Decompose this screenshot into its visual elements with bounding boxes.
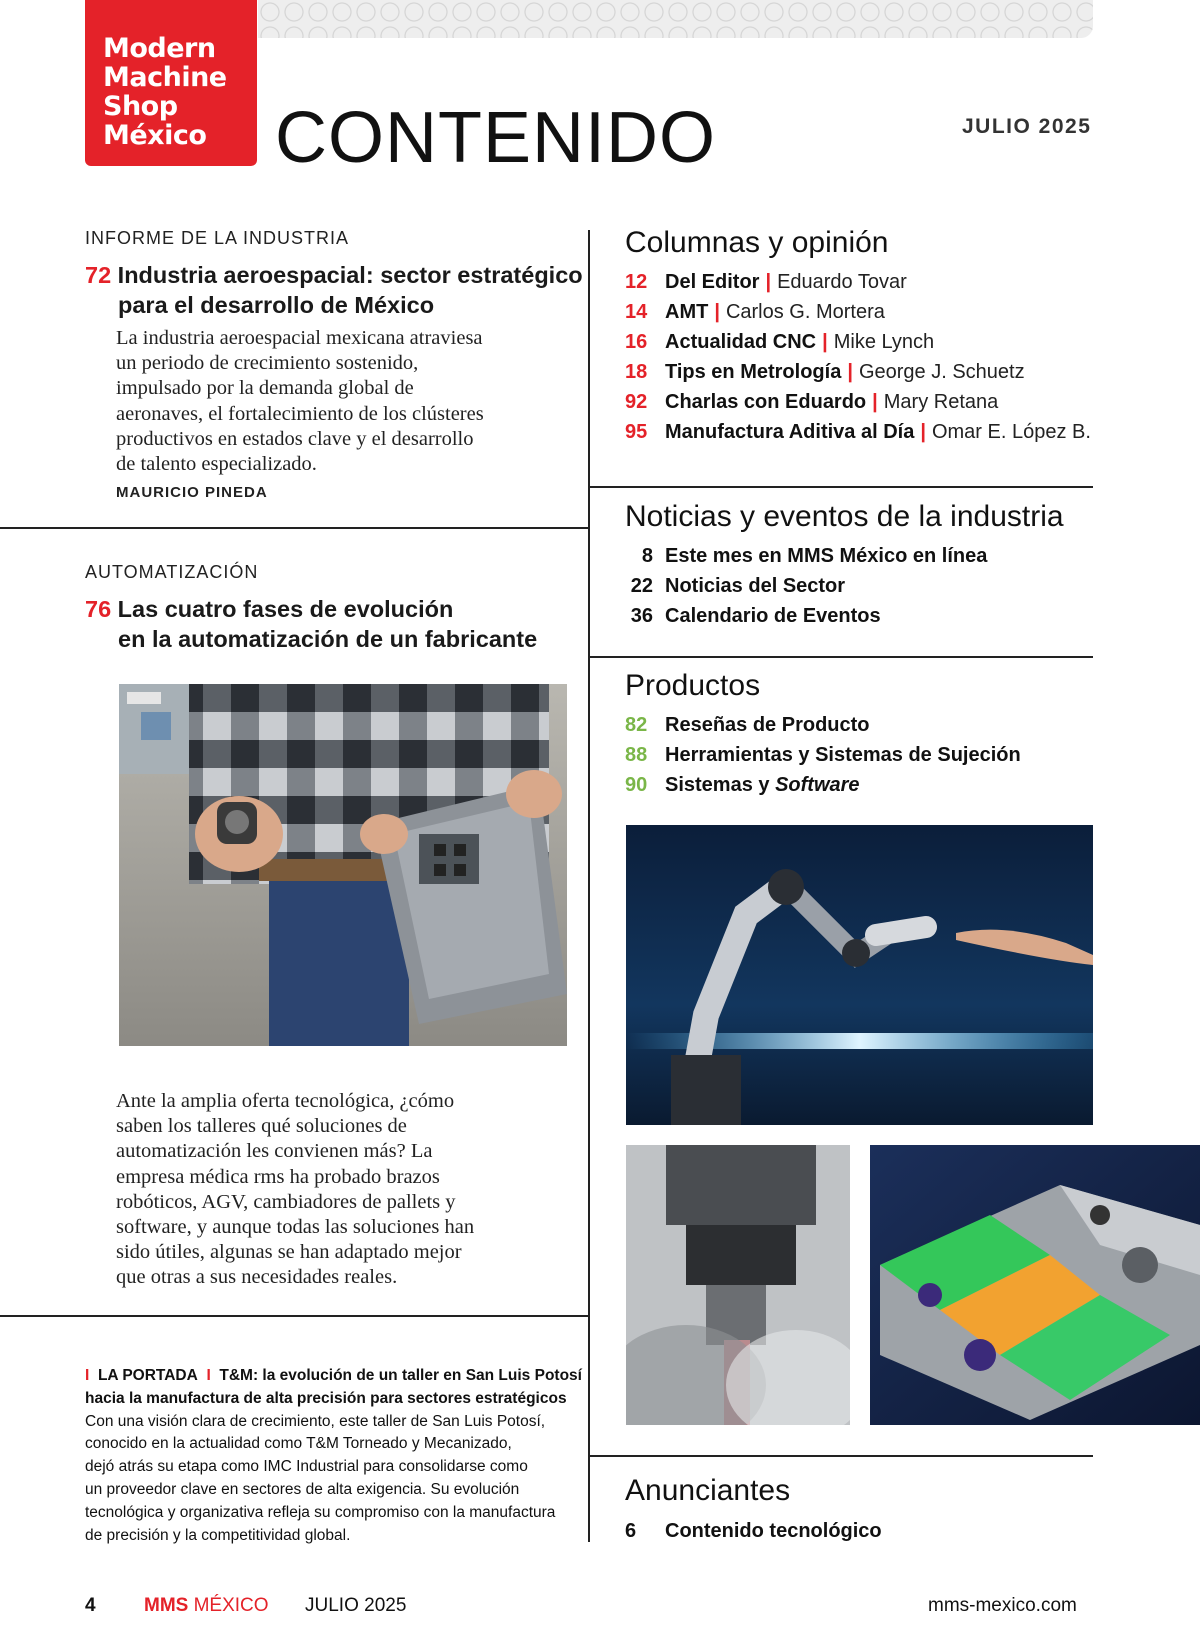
footer-brand xyxy=(144,1595,269,1617)
toc-item[interactable] xyxy=(625,417,1091,447)
cover-body-line: un proveedor clave en sectores de alta exigencia. Su evolución xyxy=(85,1480,520,1498)
toc-title: Noticias del Sector xyxy=(665,575,846,597)
feature-summary xyxy=(116,1089,576,1291)
toc-item[interactable] xyxy=(625,601,987,631)
toc-page-number: 6 xyxy=(625,1520,637,1542)
toc-author: George J. Schuetz xyxy=(858,361,1025,383)
cover-headline xyxy=(85,1365,585,1388)
toc-item[interactable] xyxy=(625,297,1091,327)
toc-item[interactable] xyxy=(625,267,1091,297)
page-title: CONTENIDO xyxy=(275,98,716,178)
columns-list xyxy=(625,267,1091,447)
toc-page-number: 82 xyxy=(625,714,648,736)
toc-page-number: 22 xyxy=(630,575,653,597)
toolholder-photo-illustration xyxy=(626,1145,850,1425)
cover-body-line: de precisión y la competitividad global. xyxy=(85,1526,351,1544)
section-heading-products: Productos xyxy=(625,669,761,702)
section-divider xyxy=(589,486,1093,488)
summary-line: saben los talleres qué soluciones de xyxy=(116,1115,407,1138)
toc-title: Contenido tecnológico xyxy=(665,1520,882,1542)
column-divider xyxy=(588,230,590,1542)
cover-marker: I xyxy=(206,1367,211,1384)
toc-page-number: 14 xyxy=(625,301,648,323)
toc-title: Herramientas y Sistemas de Sujeción xyxy=(665,744,1021,766)
toc-item[interactable] xyxy=(625,571,987,601)
toc-page-number: 95 xyxy=(625,421,648,443)
toc-title: Del Editor xyxy=(665,271,760,293)
decorative-pattern-band xyxy=(258,0,1093,38)
summary-line: Ante la amplia oferta tecnológica, ¿cómo xyxy=(116,1090,455,1112)
toc-title: Actualidad CNC xyxy=(665,331,817,353)
feature-title[interactable] xyxy=(85,594,585,654)
cover-headline-part1: T&M: la evolución de un taller en San Luis Potosí xyxy=(219,1367,582,1384)
summary-line: de talento especializado. xyxy=(116,453,317,476)
footer-brand-bold: MMS xyxy=(144,1595,189,1616)
toc-page-number: 16 xyxy=(625,331,648,353)
section-divider xyxy=(0,1315,589,1317)
issue-date: JULIO 2025 xyxy=(962,115,1092,138)
feature-title-line: para el desarrollo de México xyxy=(118,292,435,318)
summary-line: robóticos, AGV, cambiadores de pallets y xyxy=(116,1190,456,1213)
toc-author: Eduardo Tovar xyxy=(777,271,907,293)
news-list xyxy=(625,541,987,631)
cobot-photo-illustration xyxy=(626,825,1093,1125)
summary-line: sido útiles, algunas se han adaptado mejor xyxy=(116,1241,462,1264)
toc-author: Mary Retana xyxy=(883,391,999,413)
toc-item[interactable] xyxy=(625,740,1021,770)
toc-item[interactable] xyxy=(625,387,1091,417)
summary-line: productivos en estados clave y el desarrollo xyxy=(116,427,474,450)
toc-title: Calendario de Eventos xyxy=(665,605,881,627)
toc-title: Este mes en MMS México en línea xyxy=(665,545,988,567)
feature-page-number: 72 xyxy=(85,262,112,288)
toc-page-number: 90 xyxy=(625,774,648,796)
product-photo-fixture-software xyxy=(870,1145,1200,1425)
cover-body-line: dejó atrás su etapa como IMC Industrial para consolidarse como xyxy=(85,1458,528,1476)
section-heading-advertisers: Anunciantes xyxy=(625,1474,791,1507)
summary-line: que otras a sus necesidades reales. xyxy=(116,1266,398,1289)
summary-line: empresa médica rms ha probado brazos xyxy=(116,1165,440,1188)
product-photo-cobot xyxy=(626,825,1093,1125)
feature-kicker: INFORME DE LA INDUSTRIA xyxy=(85,228,350,248)
automation-photo-illustration xyxy=(119,684,567,1046)
summary-line: impulsado por la demanda global de xyxy=(116,377,414,400)
toc-separator: | xyxy=(822,331,828,353)
cover-headline-part2: hacia la manufactura de alta precisión para sectores estratégicos xyxy=(85,1389,567,1407)
feature-title[interactable] xyxy=(85,260,585,320)
cover-label: LA PORTADA xyxy=(97,1367,198,1384)
toc-title: Tips en Metrología xyxy=(665,361,842,383)
toc-title: Manufactura Aditiva al Día xyxy=(665,421,915,443)
toc-author: Mike Lynch xyxy=(833,331,935,353)
toc-title: Sistemas y xyxy=(665,774,776,796)
feature-title-line: en la automatización de un fabricante xyxy=(118,626,538,652)
logo-line: México xyxy=(103,120,207,151)
section-heading-news: Noticias y eventos de la industria xyxy=(625,500,1064,533)
advertisers-list xyxy=(625,1516,882,1546)
footer-date: JULIO 2025 xyxy=(305,1595,407,1616)
toc-page-number: 8 xyxy=(641,545,653,567)
feature-photo-automation xyxy=(119,684,567,1046)
toc-separator: | xyxy=(714,301,720,323)
summary-line: automatización les convienen más? La xyxy=(116,1140,433,1163)
toc-title: Reseñas de Producto xyxy=(665,714,870,736)
section-divider xyxy=(589,1455,1093,1457)
cover-body-line: Con una visión clara de crecimiento, este taller de San Luis Potosí, xyxy=(85,1412,546,1430)
feature-title-line: Industria aeroespacial: sector estratégico xyxy=(117,262,583,288)
magazine-logo xyxy=(85,0,257,166)
feature-kicker: AUTOMATIZACIÓN xyxy=(85,562,259,582)
toc-page-number: 88 xyxy=(625,744,648,766)
logo-line: Modern xyxy=(103,33,216,64)
toc-title: Charlas con Eduardo xyxy=(665,391,867,413)
toc-item[interactable] xyxy=(625,770,1021,800)
summary-line: La industria aeroespacial mexicana atraviesa xyxy=(116,327,483,349)
feature-author: MAURICIO PINEDA xyxy=(116,484,268,501)
toc-page-number: 36 xyxy=(630,605,653,627)
footer-website-link[interactable]: mms-mexico.com xyxy=(928,1595,1077,1616)
toc-item[interactable] xyxy=(625,541,987,571)
toc-page-number: 18 xyxy=(625,361,648,383)
logo-line: Shop xyxy=(103,91,178,122)
cover-story[interactable] xyxy=(85,1365,585,1547)
summary-line: un periodo de crecimiento sostenido, xyxy=(116,352,419,375)
footer-brand-light: MÉXICO xyxy=(193,1595,269,1616)
footer-page-number: 4 xyxy=(85,1595,96,1616)
toc-item[interactable] xyxy=(625,327,1091,357)
logo-line: Machine xyxy=(103,62,227,93)
feature-page-number: 76 xyxy=(85,596,112,622)
toc-author: Omar E. López B. xyxy=(931,421,1091,443)
toc-item[interactable] xyxy=(625,357,1091,387)
product-photo-toolholder xyxy=(626,1145,850,1425)
toc-title-italic: Software xyxy=(775,774,860,796)
section-heading-columns: Columnas y opinión xyxy=(625,226,889,259)
section-divider xyxy=(589,656,1093,658)
toc-separator: | xyxy=(920,421,926,443)
toc-item[interactable] xyxy=(625,710,1021,740)
section-divider xyxy=(0,527,589,529)
cover-body-line: tecnológica y organizativa refleja su compromiso con la manufactura xyxy=(85,1503,556,1521)
toc-title: AMT xyxy=(665,301,709,323)
cover-marker: I xyxy=(85,1367,90,1384)
toc-separator: | xyxy=(847,361,853,383)
fixture-software-illustration xyxy=(870,1145,1200,1425)
toc-separator: | xyxy=(765,271,772,293)
feature-title-line: Las cuatro fases de evolución xyxy=(117,596,454,622)
summary-line: software, y aunque todas las soluciones han xyxy=(116,1216,475,1239)
toc-page-number: 92 xyxy=(625,391,648,413)
toc-page-number: 12 xyxy=(625,271,648,293)
cover-body-line: conocido en la actualidad como T&M Torneado y Mecanizado, xyxy=(85,1435,512,1453)
feature-summary xyxy=(116,326,576,477)
toc-author: Carlos G. Mortera xyxy=(725,301,885,323)
toc-item[interactable] xyxy=(625,1516,882,1546)
products-list xyxy=(625,710,1021,800)
summary-line: aeronaves, el fortalecimiento de los clústeres xyxy=(116,402,484,425)
toc-separator: | xyxy=(872,391,878,413)
